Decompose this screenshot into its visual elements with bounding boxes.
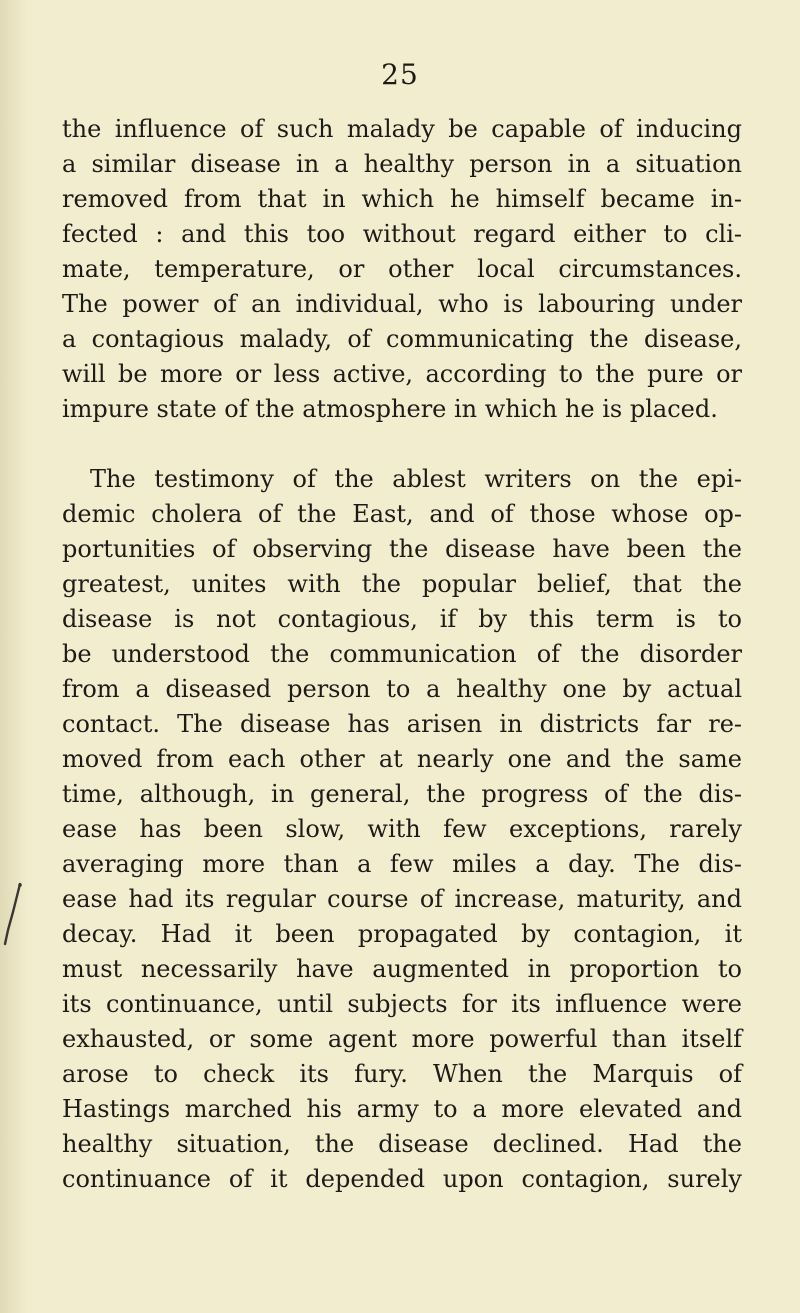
text-line: exhausted, or some agent more powerful than itself [62, 1025, 742, 1053]
text-line: from a diseased person to a healthy one by actual [62, 675, 742, 703]
text-line: moved from each other at nearly one and the same [62, 745, 742, 773]
text-line: disease is not contagious, if by this term is to [62, 605, 742, 633]
text-line: its continuance, until subjects for its influence were [62, 990, 742, 1018]
text-line: portunities of observing the disease have been the [62, 535, 742, 563]
paragraph-gap [62, 427, 742, 462]
body-text [62, 112, 742, 1197]
text-line: demic cholera of the East, and of those whose op- [62, 500, 742, 528]
text-line: fected : and this too without regard either to cli- [62, 220, 742, 248]
text-line: The power of an individual, who is labouring under [62, 290, 742, 318]
text-line: decay. Had it been propagated by contagion, it [62, 920, 742, 948]
paragraph-2 [62, 462, 742, 1197]
page-number: 25 [381, 58, 419, 91]
margin-pencil-mark [2, 882, 24, 948]
text-line: ease had its regular course of increase, maturity, and [62, 885, 742, 913]
text-line: The testimony of the ablest writers on the epi- [90, 465, 742, 493]
text-line: greatest, unites with the popular belief, that the [62, 570, 742, 598]
text-line: Hastings marched his army to a more elevated and [62, 1095, 742, 1123]
text-line: a contagious malady, of communicating the disease, [62, 325, 742, 353]
text-line: must necessarily have augmented in proportion to [62, 955, 742, 983]
text-line: arose to check its fury. When the Marquis of [62, 1060, 742, 1088]
text-line: a similar disease in a healthy person in a situation [62, 150, 742, 178]
text-line: time, although, in general, the progress of the dis- [62, 780, 742, 808]
text-line: healthy situation, the disease declined. Had the [62, 1130, 742, 1158]
text-line: be understood the communication of the disorder [62, 640, 742, 668]
text-line: averaging more than a few miles a day. The dis- [62, 850, 742, 878]
paragraph-1 [62, 112, 742, 427]
text-line: contact. The disease has arisen in districts far re- [62, 710, 742, 738]
text-line: will be more or less active, according to the pure or [62, 360, 742, 388]
text-line: ease has been slow, with few exceptions, rarely [62, 815, 742, 843]
text-line: impure state of the atmosphere in which he is placed. [62, 395, 718, 423]
text-line: the influence of such malady be capable of inducing [62, 115, 742, 143]
text-line: mate, temperature, or other local circumstances. [62, 255, 742, 283]
text-line: removed from that in which he himself became in- [62, 185, 742, 213]
text-line: continuance of it depended upon contagion, surely [62, 1165, 742, 1193]
